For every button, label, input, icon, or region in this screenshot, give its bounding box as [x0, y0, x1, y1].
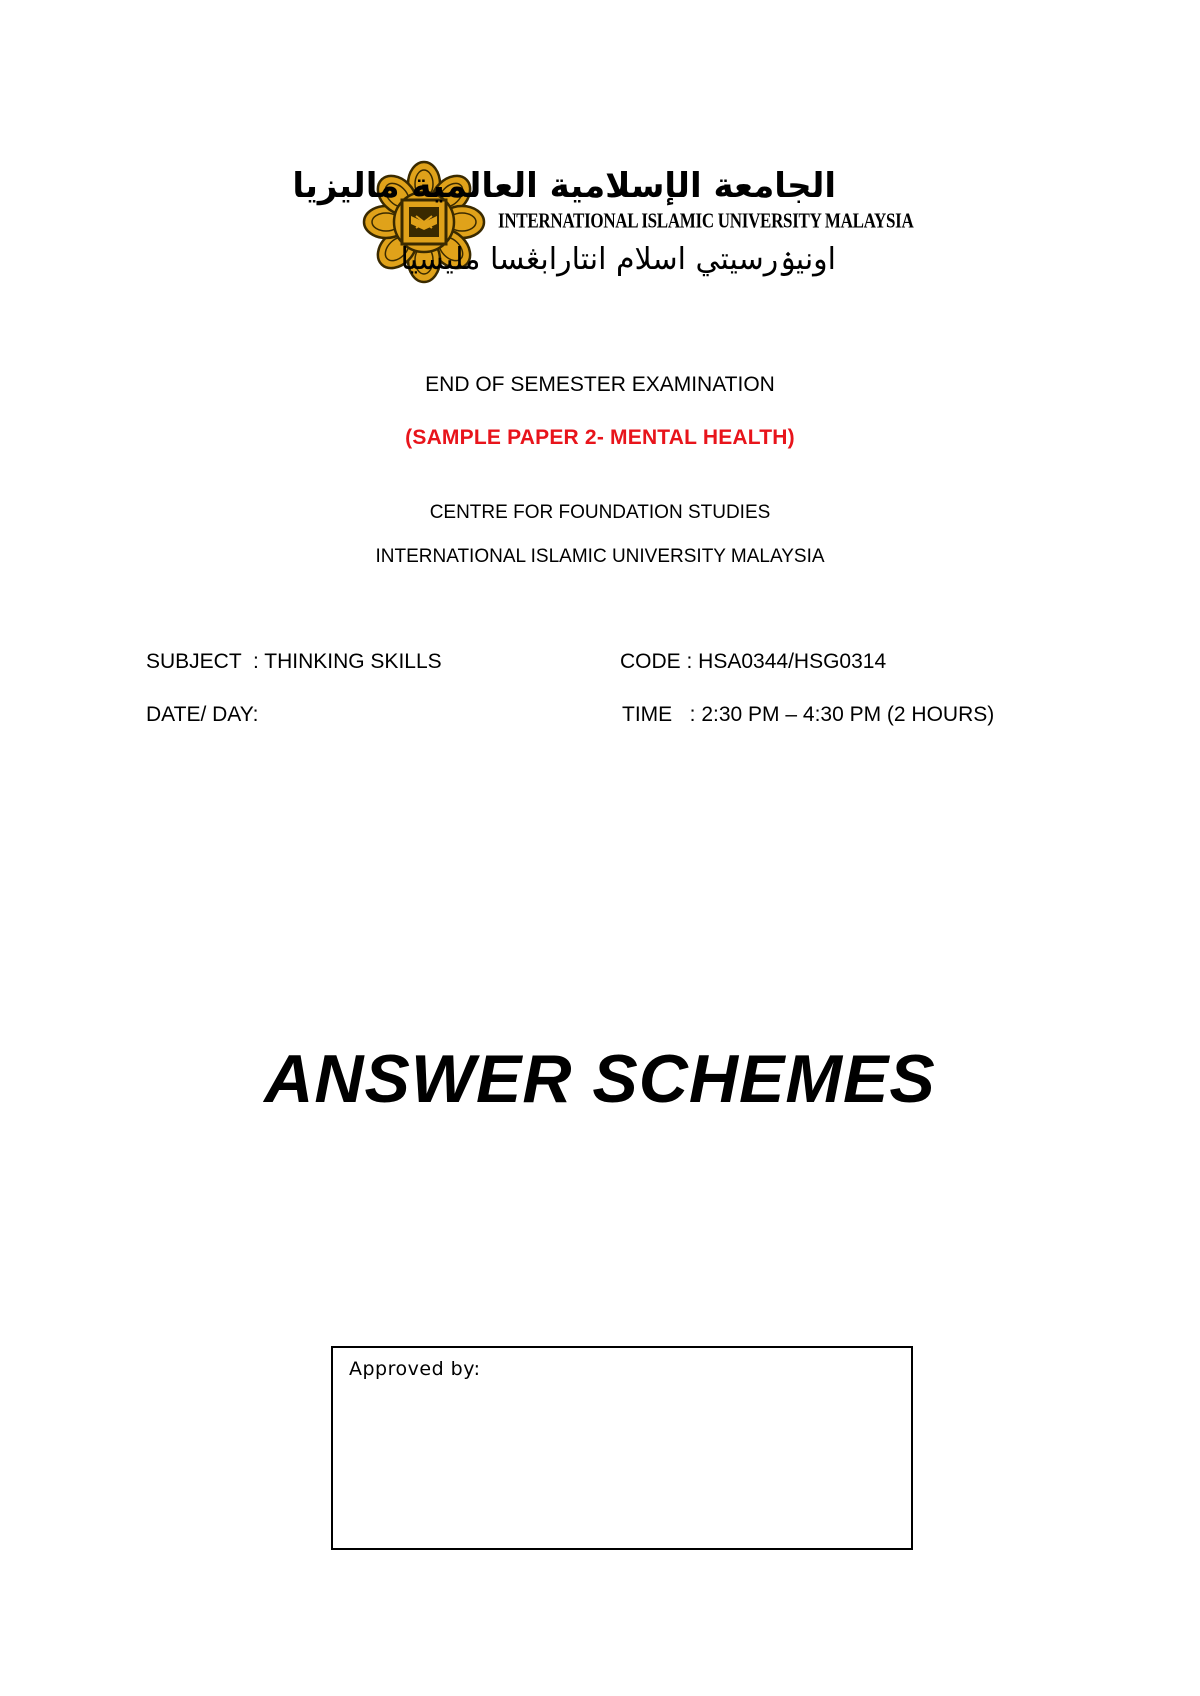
logo-english-name: INTERNATIONAL ISLAMIC UNIVERSITY MALAYSIA — [498, 208, 914, 233]
exam-title: END OF SEMESTER EXAMINATION — [425, 373, 775, 396]
subject-field: SUBJECT : THINKING SKILLS — [146, 650, 442, 673]
time-field: TIME : 2:30 PM – 4:30 PM (2 HOURS) — [622, 703, 995, 726]
logo-jawi-name: اونيۏرسيتي اسلام انتارابڠسا مليسيا — [400, 242, 836, 277]
sample-paper-title: (SAMPLE PAPER 2- MENTAL HEALTH) — [405, 426, 795, 449]
approval-box — [331, 1346, 913, 1550]
university-logo — [292, 160, 914, 284]
date-day-field: DATE/ DAY: — [146, 703, 259, 726]
answer-schemes-title: ANSWER SCHEMES — [264, 1041, 936, 1117]
code-field: CODE : HSA0344/HSG0314 — [620, 650, 887, 673]
university-name: INTERNATIONAL ISLAMIC UNIVERSITY MALAYSIA — [375, 546, 825, 567]
approval-label: Approved by: — [349, 1358, 481, 1380]
centre-name: CENTRE FOR FOUNDATION STUDIES — [429, 502, 771, 523]
logo-arabic-name: الجامعة الإسلامية العالمية ماليزيا — [292, 166, 836, 206]
